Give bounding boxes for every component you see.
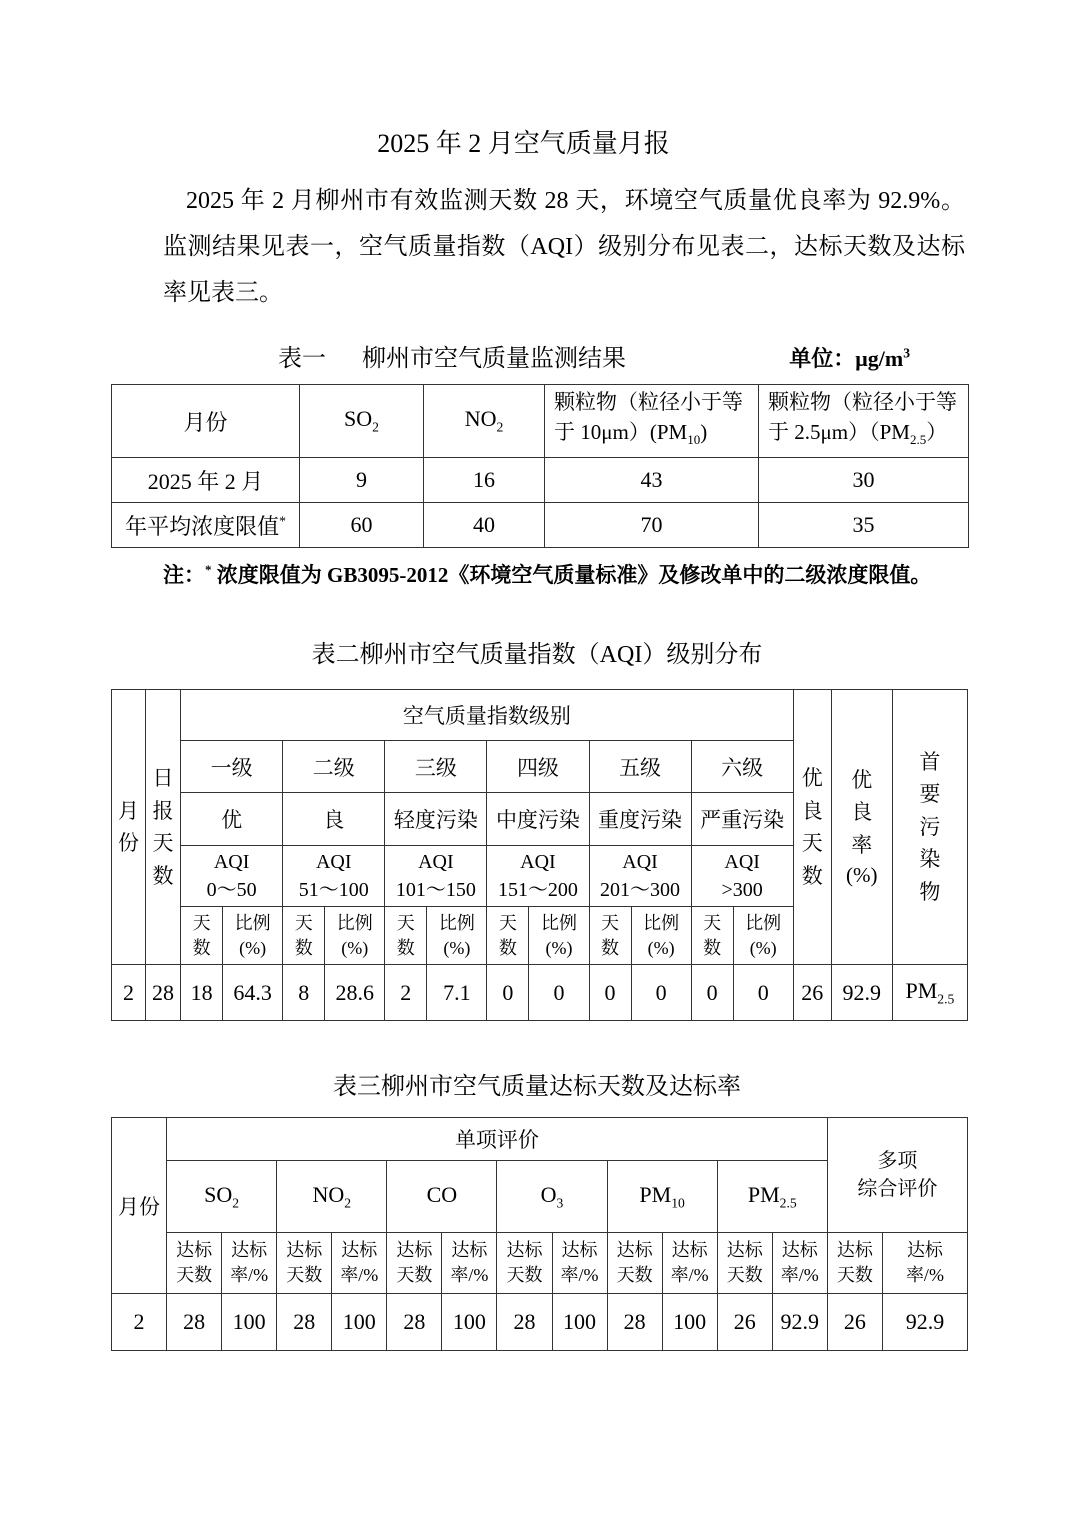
t3-days-subheader: 达标 天数 [607, 1233, 662, 1294]
t2-grade: 四级 [487, 741, 589, 793]
table-cell: 92.9 [772, 1294, 827, 1351]
table-cell: 100 [662, 1294, 717, 1351]
t2-grade: 六级 [691, 741, 793, 793]
table-cell: 92.9 [831, 965, 892, 1021]
t2-days-subheader: 天 数 [589, 907, 631, 965]
t2-ratio-subheader: 比例 (%) [325, 907, 385, 965]
t3-multi-eval-header: 多项 综合评价 [827, 1118, 967, 1233]
table1-caption-row [278, 342, 910, 374]
table-cell: 0 [691, 965, 733, 1021]
t2-ratio-subheader: 比例 (%) [733, 907, 793, 965]
t3-pollutant-header: CO [387, 1161, 497, 1233]
table1-caption-number: 表一 [278, 346, 326, 372]
table1-caption [278, 343, 626, 375]
t3-days-subheader: 达标 天数 [167, 1233, 222, 1294]
t2-aqi-range: AQI 0～50 [181, 846, 283, 907]
t2-aqi-range: AQI 201～300 [589, 846, 691, 907]
t2-ratio-subheader: 比例 (%) [529, 907, 589, 965]
table-cell: 30 [759, 458, 969, 503]
t2-primary-pollutant-header: 首要污染物 [892, 690, 967, 965]
table-row [112, 690, 968, 741]
unit-label: 单位：$\mu g/m^3$ [789, 345, 910, 371]
t3-single-eval-header: 单项评价 [167, 1118, 828, 1161]
t2-aqi-range: AQI >300 [691, 846, 793, 907]
table-cell: 16 [424, 458, 545, 503]
t3-pollutant-header: $O_3$ [497, 1161, 607, 1233]
t1-row-label: 2025 年 2 月 [112, 458, 300, 503]
t2-grade: 五级 [589, 741, 691, 793]
t2-primary-pollutant-value: $PM_{2.5}$ [892, 965, 967, 1021]
table-cell: 100 [332, 1294, 387, 1351]
table-row [112, 503, 969, 548]
t3-pollutant-header: $PM_{2.5}$ [717, 1161, 827, 1233]
table1-caption-title: 柳州市空气质量监测结果 [362, 346, 626, 372]
table3-caption-title: 柳州市空气质量达标天数及达标率 [381, 1074, 741, 1101]
t3-days-subheader: 达标 天数 [277, 1233, 332, 1294]
table-cell: 60 [300, 503, 424, 548]
t2-grade-desc: 中度污染 [487, 793, 589, 846]
t2-aqi-range: AQI 151～200 [487, 846, 589, 907]
t3-pollutant-header: $NO_2$ [277, 1161, 387, 1233]
t2-grade-desc: 轻度污染 [385, 793, 487, 846]
t3-days-subheader: 达标 天数 [497, 1233, 552, 1294]
t3-rate-subheader: 达标 率/% [552, 1233, 607, 1294]
table-cell: 35 [759, 503, 969, 548]
intro-paragraph: 2025 年 2 月柳州市有效监测天数 28 天，环境空气质量优良率为 92.9%。监测结果见表一，空气质量指数（AQI）级别分布见表二，达标天数及达标率见表三。 [163, 188, 965, 306]
t3-rate-subheader: 达标 率/% [772, 1233, 827, 1294]
t2-grade: 一级 [181, 741, 283, 793]
table-row [112, 965, 968, 1021]
table-cell: 7.1 [427, 965, 487, 1021]
attainment-table [111, 1117, 968, 1351]
table-cell: 26 [793, 965, 831, 1021]
t2-days-subheader: 天 数 [283, 907, 325, 965]
table-cell: 28 [146, 965, 181, 1021]
t2-ratio-subheader: 比例 (%) [427, 907, 487, 965]
t2-days-subheader: 天 数 [691, 907, 733, 965]
table3-caption [110, 1071, 964, 1103]
t2-good-days-header: 优良天数 [793, 690, 831, 965]
table2-caption-title: 柳州市空气质量指数（AQI）级别分布 [359, 642, 763, 669]
table-cell: 2 [112, 965, 146, 1021]
table-cell: 2 [385, 965, 427, 1021]
table-cell: 28 [277, 1294, 332, 1351]
t1-so2-header: $SO_2$ [300, 385, 424, 458]
aqi-level-distribution-table [111, 689, 968, 1021]
t2-month-header: 月份 [112, 690, 146, 965]
table-cell: 40 [424, 503, 545, 548]
t2-days-subheader: 天 数 [385, 907, 427, 965]
table3-caption-number: 表三 [333, 1074, 381, 1101]
table-cell: 28 [387, 1294, 442, 1351]
table-cell: 8 [283, 965, 325, 1021]
table-cell: 100 [442, 1294, 497, 1351]
t3-days-subheader: 达标 天数 [717, 1233, 772, 1294]
table-cell: 28 [607, 1294, 662, 1351]
t2-grade-desc: 优 [181, 793, 283, 846]
table-cell: 28 [167, 1294, 222, 1351]
table2-caption-number: 表二 [311, 642, 360, 669]
t3-rate-subheader: 达标 率/% [332, 1233, 387, 1294]
t3-pollutant-header: $SO_2$ [167, 1161, 277, 1233]
table-cell: 26 [827, 1294, 882, 1351]
table-row [112, 1118, 968, 1161]
t2-grade-desc: 重度污染 [589, 793, 691, 846]
t1-no2-header: $NO_2$ [424, 385, 545, 458]
t2-aqi-range: AQI 101～150 [385, 846, 487, 907]
table-cell: 0 [733, 965, 793, 1021]
monitoring-results-table [111, 384, 969, 548]
t2-grade: 二级 [283, 741, 385, 793]
table-cell: 64.3 [223, 965, 283, 1021]
t2-days-subheader: 天 数 [487, 907, 529, 965]
table-cell: 2 [112, 1294, 167, 1351]
table1-footnote: 注：* 浓度限值为 GB3095-2012《环境空气质量标准》及修改单中的二级浓度限值。 [163, 562, 932, 588]
t3-rate-subheader: 达标 率/% [662, 1233, 717, 1294]
table-row [112, 1233, 968, 1294]
t2-aqi-range: AQI 51～100 [283, 846, 385, 907]
table-row [112, 385, 969, 458]
table-cell: 26 [717, 1294, 772, 1351]
table-cell: 0 [589, 965, 631, 1021]
t2-aqi-levels-header: 空气质量指数级别 [181, 690, 794, 741]
table-cell: 0 [487, 965, 529, 1021]
unit-superscript: 3 [903, 345, 910, 361]
table-cell: 43 [545, 458, 759, 503]
t3-month-header: 月份 [112, 1118, 167, 1294]
table-cell: 18 [181, 965, 223, 1021]
table2-caption [110, 639, 964, 671]
table-cell: 28 [497, 1294, 552, 1351]
t3-pollutant-header: $PM_{10}$ [607, 1161, 717, 1233]
table-cell: 28.6 [325, 965, 385, 1021]
t3-rate-subheader: 达标 率/% [442, 1233, 497, 1294]
t2-good-rate-header: 优良率 (%) [831, 690, 892, 965]
table-cell: 92.9 [882, 1294, 967, 1351]
t3-rate-subheader: 达标 率/% [222, 1233, 277, 1294]
t3-days-subheader: 达标 天数 [827, 1233, 882, 1294]
table-cell: 100 [222, 1294, 277, 1351]
t3-rate-subheader: 达标 率/% [882, 1233, 967, 1294]
t3-days-subheader: 达标 天数 [387, 1233, 442, 1294]
table-row [112, 458, 969, 503]
t2-ratio-subheader: 比例 (%) [223, 907, 283, 965]
t1-pm25-header: 颗粒物（粒径小于等于 $2.5\mu m)(PM_{2.5})$ [759, 385, 969, 458]
t1-row-label: 年平均浓度限值* [112, 503, 300, 548]
t2-grade-desc: 严重污染 [691, 793, 793, 846]
table-cell: 9 [300, 458, 424, 503]
t2-ratio-subheader: 比例 (%) [631, 907, 691, 965]
table-cell: 70 [545, 503, 759, 548]
t1-pm10-header: 颗粒物（粒径小于等于 $10\mu m)(PM_{10})$ [545, 385, 759, 458]
t2-grade: 三级 [385, 741, 487, 793]
table-cell: 0 [529, 965, 589, 1021]
page-title: 2025 年 2 月空气质量月报 [377, 129, 670, 158]
t1-month-header: 月份 [112, 385, 300, 458]
table-cell: 0 [631, 965, 691, 1021]
t2-daily-days-header: 日报天数 [146, 690, 181, 965]
table-cell: 100 [552, 1294, 607, 1351]
table-row [112, 1294, 968, 1351]
t2-days-subheader: 天 数 [181, 907, 223, 965]
t2-grade-desc: 良 [283, 793, 385, 846]
